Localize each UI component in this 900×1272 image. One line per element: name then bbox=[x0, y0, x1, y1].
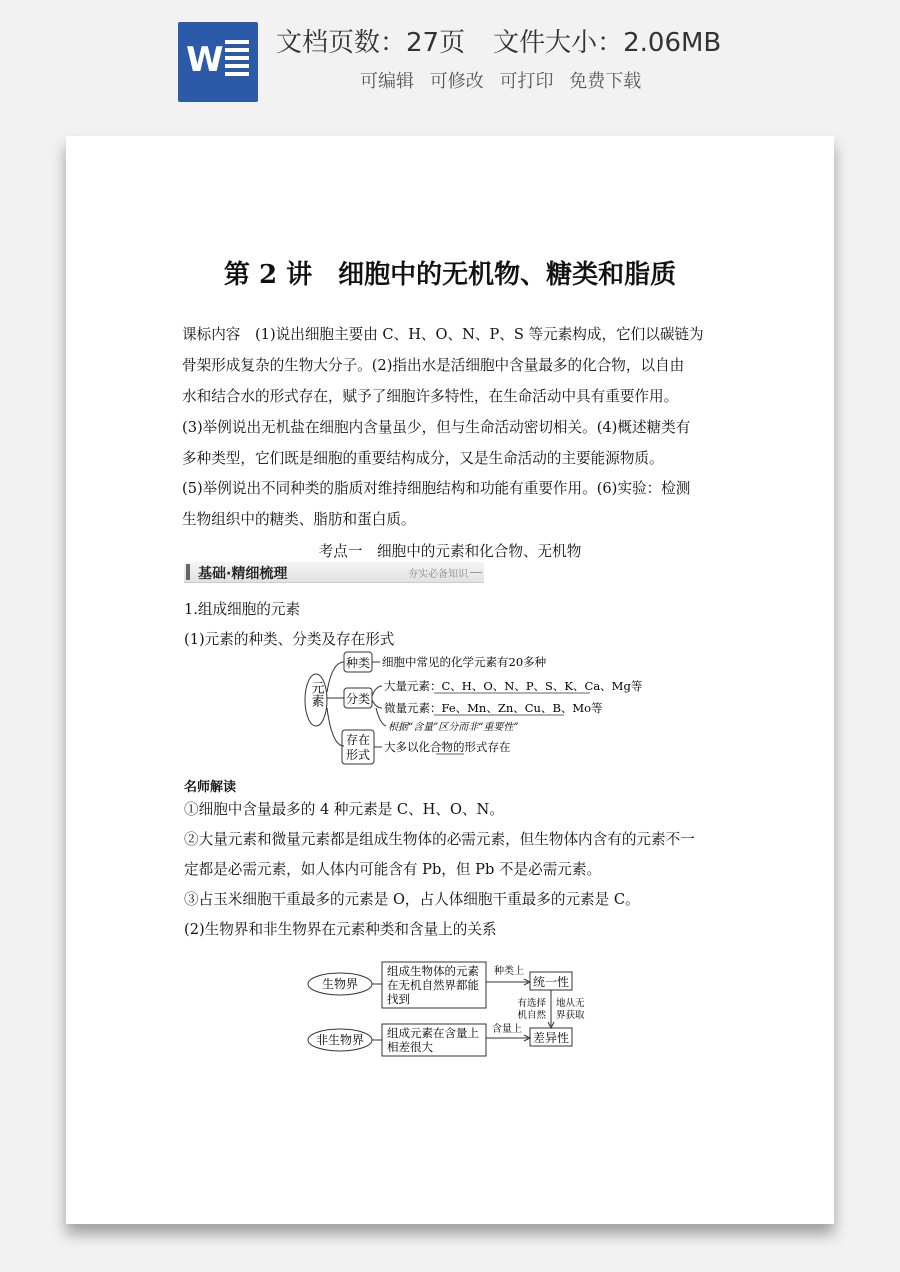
standard-line: 水和结合水的形式存在，赋予了细胞许多特性，在生命活动中具有重要作用。 bbox=[182, 388, 679, 405]
kind-on-text: 种类上 bbox=[494, 966, 524, 977]
bio-nonbio-relation-diagram bbox=[306, 962, 586, 1060]
teacher-notes-title: 名师解读 bbox=[184, 780, 237, 795]
diagram-root-text: 元素 bbox=[308, 681, 324, 707]
box1-line: 在无机自然界都能 bbox=[387, 978, 479, 992]
box1-line: 组成生物体的元素 bbox=[387, 964, 479, 978]
section-banner bbox=[184, 562, 484, 583]
form-text: 大多以化合物的形式存在 bbox=[384, 740, 511, 754]
amount-on-text: 含量上 bbox=[492, 1024, 522, 1035]
box2-line: 相差很大 bbox=[387, 1040, 433, 1054]
get-text-1: 地从无 bbox=[556, 998, 585, 1009]
heading-bio-relation: (2)生物界和非生物界在元素种类和含量上的关系 bbox=[184, 921, 497, 938]
topic-heading: 考点一 细胞中的元素和化合物、无机物 bbox=[318, 543, 582, 560]
standard-line: 骨架形成复杂的生物大分子。(2)指出水是活细胞中含量最多的化合物，以自由 bbox=[182, 357, 685, 374]
feature-editable: 可编辑 bbox=[360, 71, 414, 92]
box1-line: 找到 bbox=[387, 992, 410, 1006]
nonbio-text: 非生物界 bbox=[315, 1033, 365, 1047]
heading-elements: 1.组成细胞的元素 bbox=[184, 601, 301, 618]
class-box-text: 分类 bbox=[345, 692, 371, 706]
banner-sub: 夯实必备知识 bbox=[408, 569, 468, 580]
form-box-text-2: 形式 bbox=[345, 748, 371, 762]
file-size: 文件大小：2.06MB bbox=[493, 28, 722, 58]
get-text-2: 界获取 bbox=[556, 1010, 585, 1021]
bio-text: 生物界 bbox=[321, 977, 359, 991]
doc-meta bbox=[276, 22, 721, 59]
element-classification-diagram bbox=[302, 648, 643, 766]
note-line: 定都是必需元素，如人体内可能含有 Pb，但 Pb 不是必需元素。 bbox=[184, 861, 602, 878]
banner-label: 基础·精细梳理 bbox=[198, 566, 288, 582]
unity-text: 统一性 bbox=[532, 975, 570, 989]
macro-text: 大量元素：C、H、O、N、P、S、K、Ca、Mg等 bbox=[384, 679, 643, 693]
word-icon: W bbox=[178, 22, 258, 102]
kind-text: 细胞中常见的化学元素有20多种 bbox=[382, 655, 547, 669]
standard-line: (3)举例说出无机盐在细胞内含量虽少，但与生命活动密切相关。(4)概述糖类有 bbox=[182, 419, 691, 436]
kind-box-text: 种类 bbox=[345, 656, 371, 670]
doc-header bbox=[0, 0, 900, 120]
document-page bbox=[66, 136, 834, 1224]
note-line: ③占玉米细胞干重最多的元素是 O，占人体细胞干重最多的元素是 C。 bbox=[184, 891, 640, 908]
note-line: ②大量元素和微量元素都是组成生物体的必需元素，但生物体内含有的元素不一 bbox=[184, 831, 695, 848]
standard-line: 多种类型，它们既是细胞的重要结构成分，又是生命活动的主要能源物质。 bbox=[182, 450, 664, 467]
doc-features bbox=[360, 67, 651, 93]
feature-printable: 可打印 bbox=[499, 71, 554, 92]
standard-line: 生物组织中的糖类、脂肪和蛋白质。 bbox=[182, 511, 416, 528]
box2-line: 组成元素在含量上 bbox=[387, 1026, 479, 1040]
basis-text: 根据“含量”区分而非“重要性” bbox=[388, 722, 519, 733]
sel-text-1: 有选择 bbox=[517, 998, 546, 1009]
page-title: 第 2 讲 细胞中的无机物、糖类和脂质 bbox=[223, 260, 677, 290]
sel-text-2: 机自然 bbox=[517, 1010, 546, 1021]
feature-modifiable: 可修改 bbox=[429, 71, 484, 92]
heading-element-types: (1)元素的种类、分类及存在形式 bbox=[184, 631, 395, 648]
diff-text: 差异性 bbox=[532, 1031, 570, 1045]
form-box-text-1: 存在 bbox=[345, 733, 371, 747]
standard-line: 课标内容 (1)说出细胞主要由 C、H、O、N、P、S 等元素构成，它们以碳链为 bbox=[182, 326, 704, 343]
page-count: 文档页数：27页 bbox=[276, 28, 466, 58]
standard-line: (5)举例说出不同种类的脂质对维持细胞结构和功能有重要作用。(6)实验：检测 bbox=[182, 480, 691, 497]
feature-free-download: 免费下载 bbox=[569, 71, 642, 92]
note-line: ①细胞中含量最多的 4 种元素是 C、H、O、N。 bbox=[184, 801, 504, 818]
micro-text: 微量元素：Fe、Mn、Zn、Cu、B、Mo等 bbox=[384, 701, 603, 715]
